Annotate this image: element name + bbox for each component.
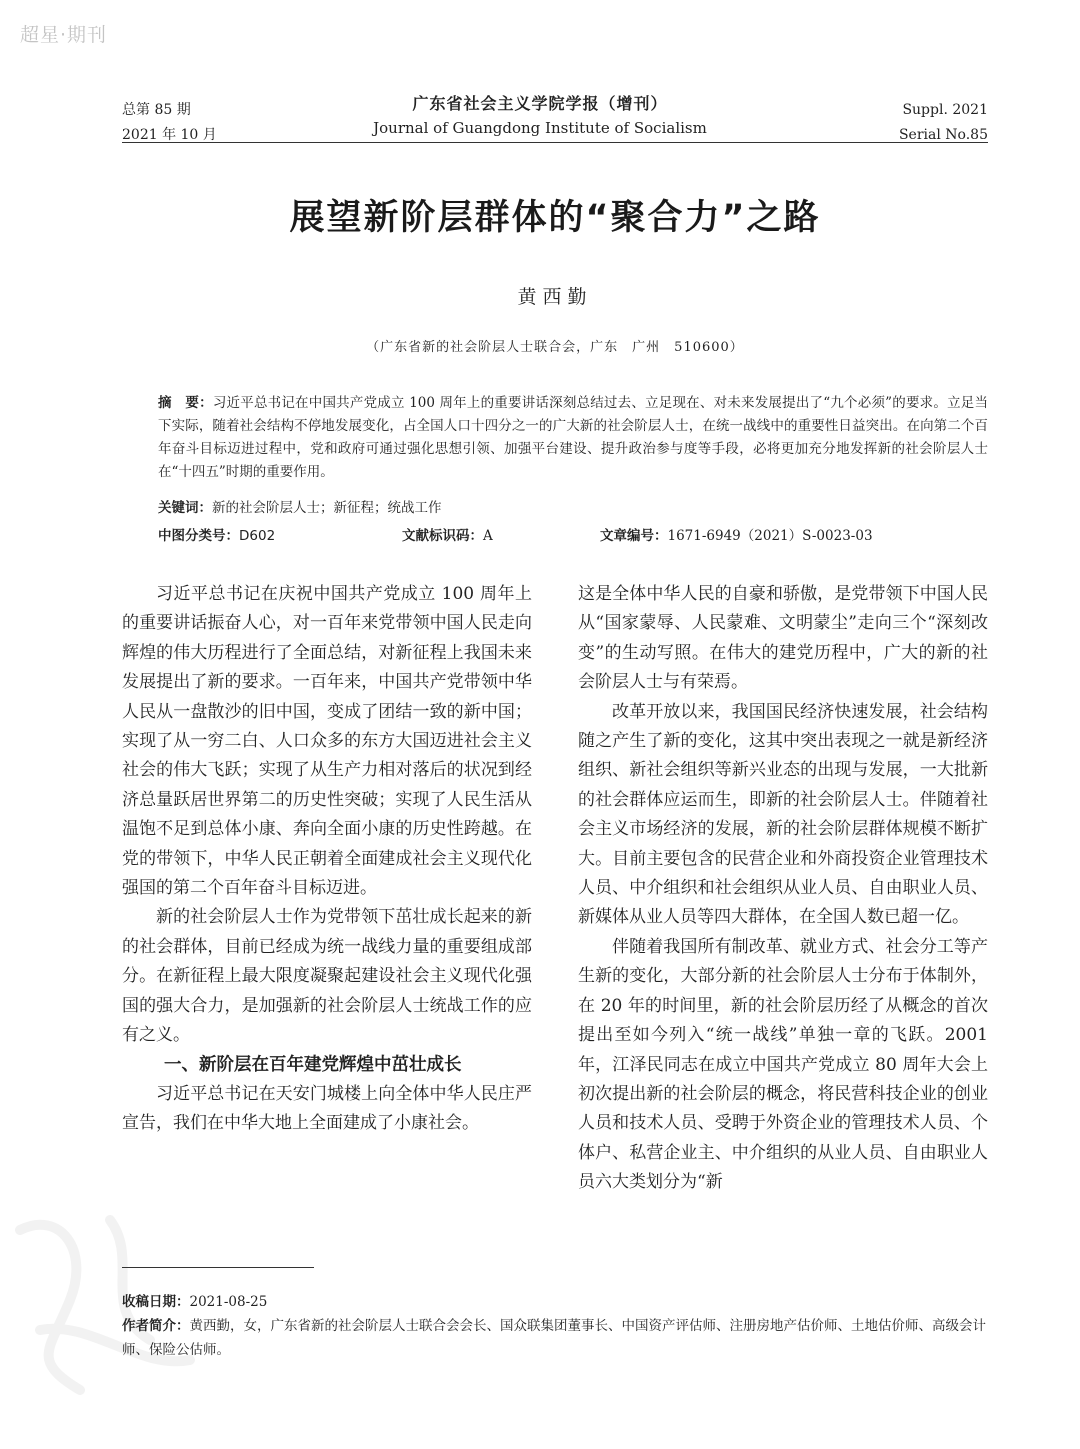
header-divider: [122, 142, 988, 143]
author-bio: [122, 1314, 988, 1362]
keywords-label: 关键词：: [158, 500, 212, 516]
section-heading: 一、新阶层在百年建党辉煌中茁壮成长: [164, 1054, 462, 1075]
serial-info: [899, 98, 988, 148]
body-paragraph: 习近平总书记在天安门城楼上向全体中华人民庄严宣告，我们在中华大地上全面建成了小康社会。: [122, 1083, 532, 1134]
doc-label: 文献标识码：: [402, 528, 483, 544]
bio-label: 作者简介：: [122, 1318, 190, 1334]
abstract-label: 摘 要：: [158, 395, 213, 411]
abstract: [122, 392, 988, 484]
author-name: 黄西勤: [517, 286, 593, 308]
article-number-value: 1671-6949（2021）S-0023-03: [667, 528, 873, 544]
footnote-divider: [122, 1267, 314, 1268]
doc-value: A: [483, 528, 493, 544]
clc-value: D602: [239, 528, 276, 544]
body-paragraph: 改革开放以来，我国国民经济快速发展，社会结构随之产生了新的变化，这其中突出表现之一就是新经济组织、新社会组织等新兴业态的出现与发展，一大批新的社会群体应运而生，即新的社会阶层人士。伴随着社会主义市场经济的发展，新的社会阶层群体规模不断扩大。目前主要包含的民营企业和外商投资企业管理技术人员、中介组织和社会组织从业人员、自由职业人员、新媒体从业人员等四大群体，在全国人数已超一亿。: [578, 701, 988, 928]
article-number: [600, 524, 873, 544]
doc-code: [402, 524, 493, 544]
supplement-label: Suppl. 2021: [902, 102, 988, 118]
body-paragraph: 习近平总书记在庆祝中国共产党成立 100 周年上的重要讲话振奋人心，对一百年来党带领中国人民走向辉煌的伟大历程进行了全面总结，对新征程上我国未来发展提出了新的要求。一百年来，中国共产党带领中华人民从一盘散沙的旧中国，变成了团结一致的新中国；实现了从一穷二白、人口众多的东方大国迈进社会主义社会的伟大飞跃；实现了从生产力相对落后的状况到经济总量跃居世界第二的历史性突破；实现了人民生活从温饱不足到总体小康、奔向全面小康的历史性跨越。在党的带领下，中华人民正朝着全面建成社会主义现代化强国的第二个百年奋斗目标迈进。: [122, 584, 532, 899]
body-paragraph: 新的社会阶层人士作为党带领下茁壮成长起来的新的社会群体，目前已经成为统一战线力量的重要组成部分。在新征程上最大限度凝聚起建设社会主义现代化强国的强大合力，是加强新的社会阶层人士统战工作的应有之义。: [122, 907, 532, 1046]
body-paragraph: 这是全体中华人民的自豪和骄傲，是党带领下中国人民从“国家蒙辱、人民蒙难、文明蒙尘”走向三个“深刻改变”的生动写照。在伟大的建党历程中，广大的新的社会阶层人士与有荣焉。: [578, 584, 988, 693]
footnote: [122, 1290, 988, 1362]
issue-info: [122, 98, 217, 148]
journal-name-cn: 广东省社会主义学院学报（增刊）: [412, 94, 668, 113]
received-date: [122, 1290, 988, 1314]
journal-name: [355, 92, 725, 141]
keywords: [158, 496, 442, 516]
article-number-label: 文章编号：: [600, 528, 668, 544]
journal-name-en: Journal of Guangdong Institute of Socialism: [373, 119, 707, 137]
serial-number: Serial No.85: [898, 127, 988, 143]
article-title: 展望新阶层群体的“聚合力”之路: [289, 198, 821, 238]
body-column-left: [122, 580, 532, 1139]
received-label: 收稿日期：: [122, 1294, 190, 1310]
keywords-text: 新的社会阶层人士；新征程；统战工作: [212, 500, 442, 516]
clc-label: 中图分类号：: [158, 528, 239, 544]
body-paragraph: 伴随着我国所有制改革、就业方式、社会分工等产生新的变化，大部分新的社会阶层人士分布于体制外，在 20 年的时间里，新的社会阶层历经了从概念的首次提出至如今列入“统一战线”单独一章的飞跃。2001 年，江泽民同志在成立中国共产党成立 80 周年大会上初次提出新的社会阶层的概念，将民营科技企业的创业人员和技术人员、受聘于外资企业的管理技术人员、个体户、私营企业主、中介组织的从业人员、自由职业人员六大类划分为“新: [578, 936, 988, 1193]
watermark-logo: 超星·期刊: [20, 24, 108, 46]
abstract-text: 习近平总书记在中国共产党成立 100 周年上的重要讲话深刻总结过去、立足现在、对未来发展提出了“九个必须”的要求。立足当下实际，随着社会结构不停地发展变化，占全国人口十四分之一的广大新的社会阶层人士，在统一战线中的重要性日益突出。在向第二个百年奋斗目标迈进过程中，党和政府可通过强化思想引领、加强平台建设、提升政治参与度等手段，必将更加充分地发挥新的社会阶层人士在“十四五”时期的重要作用。: [158, 395, 989, 480]
body-column-right: [578, 580, 988, 1198]
author-affiliation: （广东省新的社会阶层人士联合会，广东 广州 510600）: [366, 340, 744, 355]
received-value: 2021-08-25: [189, 1294, 268, 1310]
clc-number: [158, 524, 275, 544]
bio-value: 黄西勤，女，广东省新的社会阶层人士联合会会长、国众联集团董事长、中国资产评估师、注册房地产估价师、土地估价师、高级会计师、保险公估师。: [122, 1318, 986, 1358]
issue-date: 2021 年 10 月: [122, 127, 217, 143]
issue-number: 总第 85 期: [122, 102, 191, 118]
